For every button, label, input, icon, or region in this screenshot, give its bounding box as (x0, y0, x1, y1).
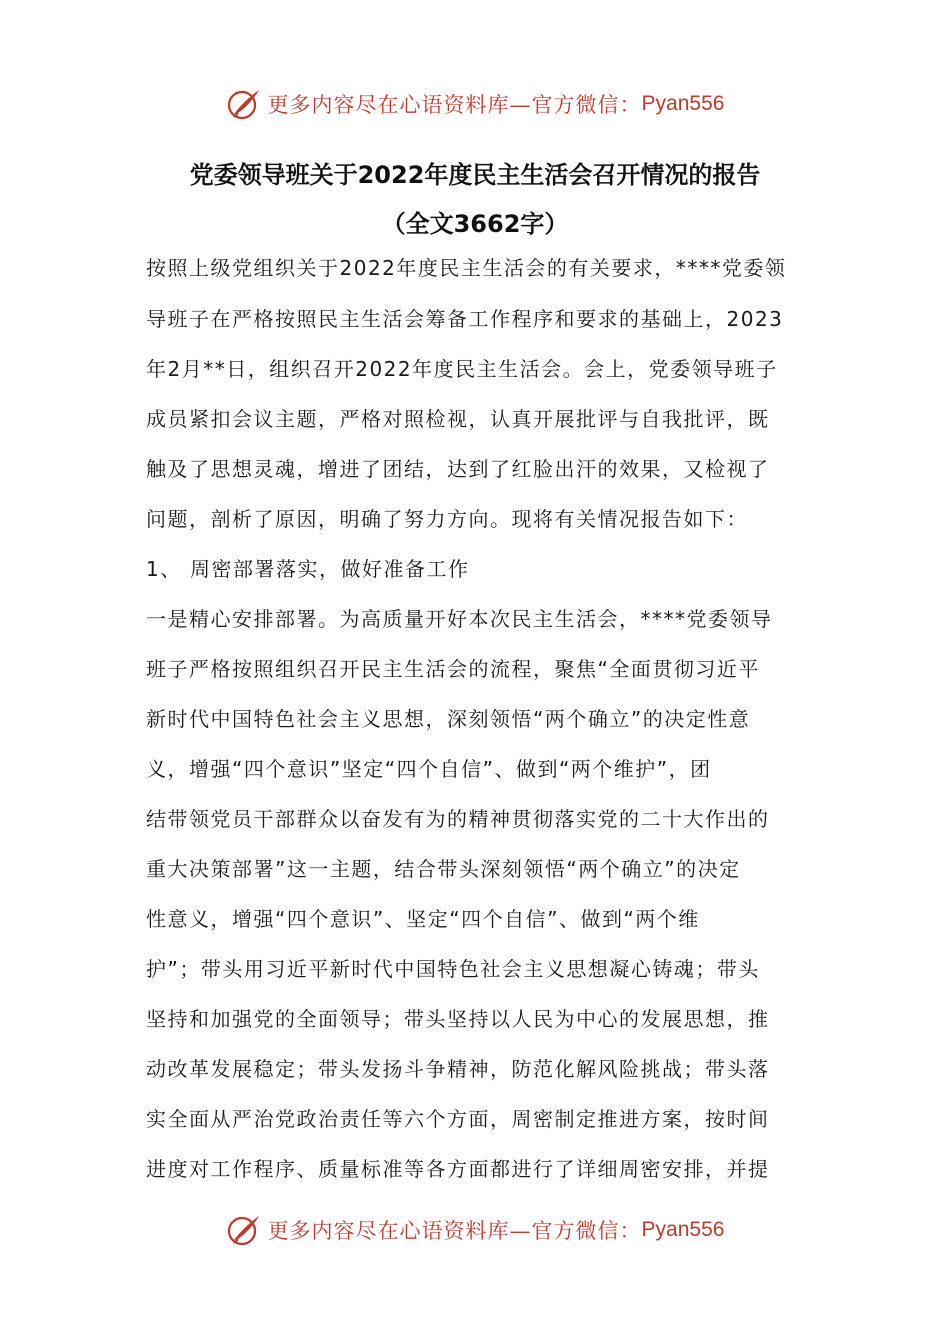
paragraph-line: 导班子在严格按照民主生活会筹备工作程序和要求的基础上，2023 (146, 307, 784, 331)
document-subtitle: （全文3662字） (381, 210, 569, 238)
paragraph-line: 结带领党员干部群众以奋发有为的精神贯彻落实党的二十大作出的 (146, 807, 770, 831)
section-number: 1、 (146, 557, 182, 581)
paragraph-line: 按照上级党组织关于2022年度民主生活会的有关要求，****党委领 (146, 256, 787, 280)
watermark-banner-top (0, 82, 950, 126)
watermark-banner-bottom (0, 1208, 950, 1252)
watermark-wechat-id: Pyan556 (641, 1218, 725, 1241)
paragraph-line: 义，增强“四个意识”坚定“四个自信”、做到“两个维护”，团 (146, 757, 712, 781)
paragraph-line: 问题，剖析了原因，明确了努力方向。现将有关情况报告如下： (146, 507, 748, 531)
section-heading (146, 555, 806, 583)
paragraph-line: 实全面从严治党政治责任等六个方面，周密制定推进方案，按时间 (146, 1107, 770, 1131)
paragraph-line: 班子严格按照组织召开民主生活会的流程，聚焦“全面贯彻习近平 (146, 657, 760, 681)
paragraph-line: 一是精心安排部署。为高质量开好本次民主生活会，****党委领导 (146, 607, 773, 631)
quill-logo-icon (226, 86, 262, 122)
paragraph-line: 年2月**日，组织召开2022年度民主生活会。会上，党委领导班子 (146, 357, 778, 381)
quill-logo-icon (226, 1212, 262, 1248)
paragraph-line: 成员紧扣会议主题，严格对照检视，认真开展批评与自我批评，既 (146, 407, 770, 431)
watermark-wechat-id: Pyan556 (641, 92, 725, 115)
document-title: 党委领导班关于2022年度民主生活会召开情况的报告 (189, 161, 761, 189)
paragraph-line: 触及了思想灵魂，增进了团结，达到了红脸出汗的效果，又检视了 (146, 457, 770, 481)
paragraph-line: 进度对工作程序、质量标准等各方面都进行了详细周密安排，并提 (146, 1157, 770, 1181)
watermark-text: 更多内容尽在心语资料库—官方微信： (267, 93, 642, 117)
watermark-text: 更多内容尽在心语资料库—官方微信： (267, 1219, 642, 1243)
section-title: 周密部署落实，做好准备工作 (190, 557, 470, 581)
paragraph-line: 重大决策部署”这一主题，结合带头深刻领悟“两个确立”的决定 (146, 857, 741, 881)
paragraph-line: 坚持和加强党的全面领导；带头坚持以人民为中心的发展思想，推 (146, 1007, 770, 1031)
paragraph-line: 性意义，增强“四个意识”、坚定“四个自信”、做到“两个维 (146, 907, 700, 931)
paragraph-line: 动改革发展稳定；带头发扬斗争精神，防范化解风险挑战；带头落 (146, 1057, 770, 1081)
paragraph-line: 护”；带头用习近平新时代中国特色社会主义思想凝心铸魂；带头 (146, 957, 760, 981)
paragraph-line: 新时代中国特色社会主义思想，深刻领悟“两个确立”的决定性意 (146, 707, 751, 731)
